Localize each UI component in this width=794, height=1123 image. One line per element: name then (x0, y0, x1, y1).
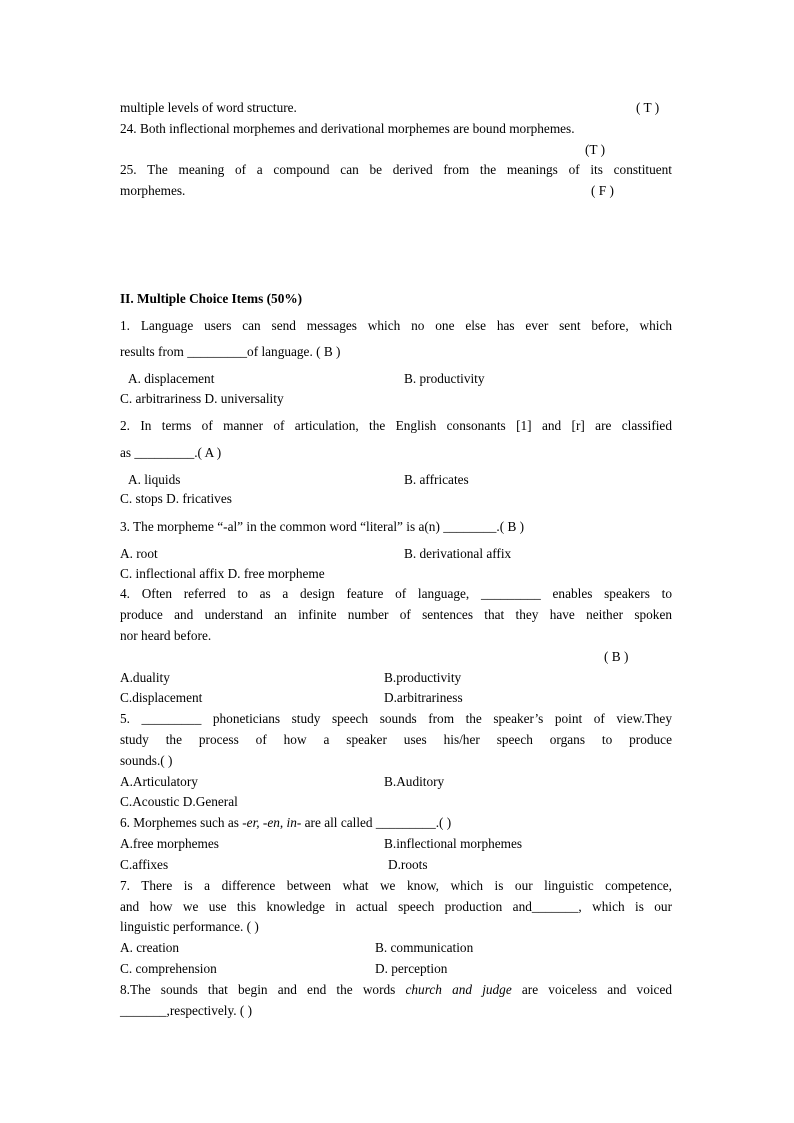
q6-option-c: C.affixes (120, 857, 169, 872)
q4-line3: nor heard before. (120, 628, 212, 643)
q3-option-a: A. root (120, 546, 158, 561)
q1-line2: results from _________of language. ( B ) (120, 344, 341, 359)
q1-option-b: B. productivity (404, 371, 485, 386)
q4-answer: ( B ) (604, 649, 629, 664)
q6-option-a: A.free morphemes (120, 836, 219, 851)
q4-option-a: A.duality (120, 670, 170, 685)
q1-line1: 1. Language users can send messages which no one else has ever sent before, which (120, 318, 672, 333)
q5-line3: sounds.( ) (120, 753, 173, 768)
q2-line1: 2. In terms of manner of articulation, the English consonants [1] and [r] are classified (120, 418, 672, 433)
q7-option-c: C. comprehension (120, 961, 217, 976)
q1-option-cd: C. arbitrariness D. universality (120, 391, 284, 406)
q8-line1 (120, 980, 672, 1000)
q5-option-a: A.Articulatory (120, 774, 198, 789)
q4-option-b: B.productivity (384, 670, 462, 685)
q1-option-a: A. displacement (128, 371, 215, 386)
q8-italic-words: church and judge (405, 982, 512, 997)
q4-line1: 4. Often referred to as a design feature of language, _________ enables speakers to (120, 586, 672, 601)
q24-text: 24. Both inflectional morphemes and derivational morphemes are bound morphemes. (120, 121, 575, 136)
q25-line2: morphemes. (120, 183, 186, 198)
section-heading: II. Multiple Choice Items (50%) (120, 291, 303, 306)
q6-italic-affixes: -er, -en, in- (242, 815, 302, 830)
q23-tail-text: multiple levels of word structure. (120, 100, 297, 115)
q6-prefix: 6. Morphemes such as (120, 815, 243, 830)
q23-answer: ( T ) (636, 100, 660, 115)
q7-option-b: B. communication (375, 940, 474, 955)
q6-line1 (120, 813, 672, 833)
q3-line1: 3. The morpheme “-al” in the common word “literal” is a(n) ________.( B ) (120, 519, 525, 534)
q25-answer: ( F ) (591, 183, 614, 198)
q24-answer: (T ) (585, 142, 606, 157)
q7-line2: and how we use this knowledge in actual speech production and_______, which is our (120, 899, 672, 914)
q7-line3: linguistic performance. ( ) (120, 919, 259, 934)
q4-line2: produce and understand an infinite number of sentences that they have neither spoken (120, 607, 672, 622)
q8-prefix: 8.The sounds that begin and end the words (120, 982, 406, 997)
q7-option-a: A. creation (120, 940, 180, 955)
q5-option-b: B.Auditory (384, 774, 445, 789)
q5-line2: study the process of how a speaker uses his/her speech organs to produce (120, 732, 672, 747)
q7-line1: 7. There is a difference between what we know, which is our linguistic competence, (120, 878, 672, 893)
q4-option-d: D.arbitrariness (384, 690, 463, 705)
q8-line2: _______,respectively. ( ) (120, 1003, 253, 1018)
q5-line1: 5. _________ phoneticians study speech sounds from the speaker’s point of view.They (120, 711, 672, 726)
q8-suffix: are voiceless and voiced (511, 982, 672, 997)
q2-option-b: B. affricates (404, 472, 469, 487)
q7-option-d: D. perception (375, 961, 448, 976)
q2-option-a: A. liquids (128, 472, 181, 487)
q5-option-cd: C.Acoustic D.General (120, 794, 238, 809)
q3-option-b: B. derivational affix (404, 546, 512, 561)
q3-option-cd: C. inflectional affix D. free morpheme (120, 566, 325, 581)
q6-option-d: D.roots (388, 857, 428, 872)
q6-suffix: are all called _________.( ) (301, 815, 452, 830)
q6-option-b: B.inflectional morphemes (384, 836, 523, 851)
q2-line2: as _________.( A ) (120, 445, 222, 460)
q4-option-c: C.displacement (120, 690, 203, 705)
q25-line1: 25. The meaning of a compound can be derived from the meanings of its constituent (120, 162, 672, 177)
q2-option-cd: C. stops D. fricatives (120, 491, 232, 506)
